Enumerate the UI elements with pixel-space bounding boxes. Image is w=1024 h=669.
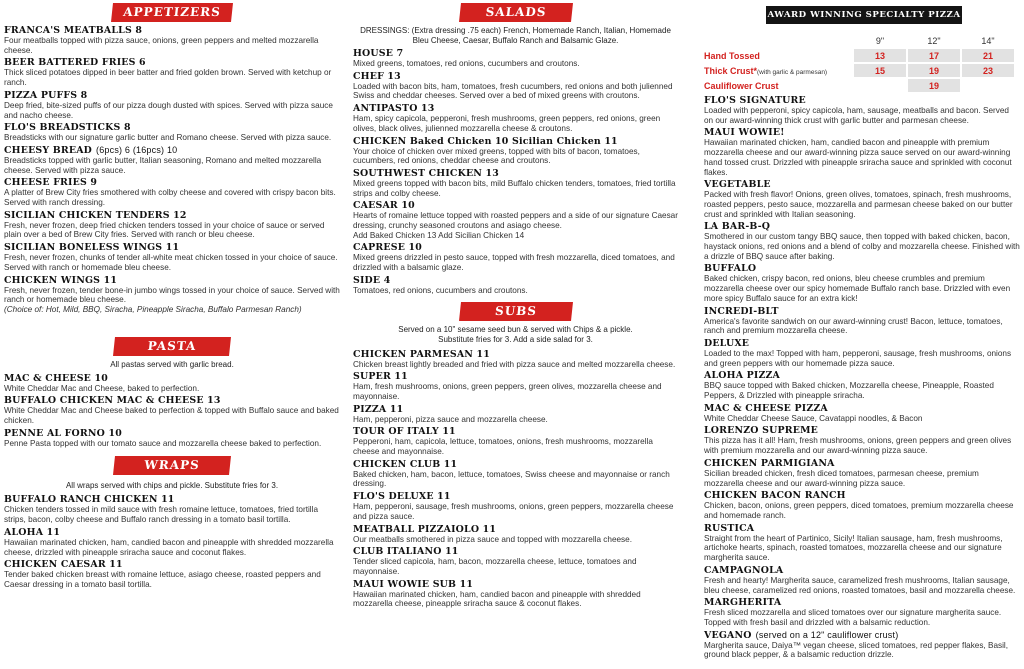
salad-item <box>353 48 678 69</box>
price-cell: 21 <box>962 49 1014 62</box>
menu-item-name <box>704 565 1020 576</box>
menu-item-description: Margherita sauce, Daiya™ vegan cheese, sliced tomatoes, red pepper flakes, Basil, ground black pepper, & a balsamic reduction drizzle. <box>704 640 1009 660</box>
price-cell: 19 <box>908 64 960 77</box>
menu-item-description: Hearts of romaine lettuce topped with roasted peppers and a side of our signature Caesar dressing, crunchy seasoned croutons and asiago cheese. <box>353 211 678 231</box>
menu-item-name <box>4 559 340 570</box>
menu-item-title: MARGHERITA <box>704 597 782 609</box>
menu-item-title: MAUI WOWIE! <box>704 127 785 139</box>
menu-item-name <box>353 546 678 557</box>
menu-item-title: FLO'S DELUXE 11 <box>353 491 451 503</box>
menu-item-title: DELUXE <box>704 337 750 349</box>
menu-item-title: CHICKEN BACON RANCH <box>704 490 846 502</box>
menu-item-title: CAMPAGNOLA <box>704 564 784 576</box>
appetizer-item <box>4 90 340 120</box>
pasta-item <box>4 395 340 425</box>
pizza-price-table <box>702 32 1016 94</box>
menu-item-description: Sicilian breaded chicken, fresh diced tomatoes, parmesan cheese, premium mozzarella cheese and our award-winning pizza sauce. <box>704 468 979 488</box>
menu-item-name <box>4 494 340 505</box>
sub-item <box>353 404 678 425</box>
menu-item-title: PIZZA 11 <box>353 403 404 415</box>
menu-item-description: White Cheddar Mac and Cheese, baked to perfection. <box>4 383 200 393</box>
pizza-item <box>704 263 1020 303</box>
wrap-item <box>4 559 340 589</box>
menu-item-title: VEGANO <box>704 629 752 641</box>
menu-item-title: MAUI WOWIE SUB 11 <box>353 578 474 590</box>
menu-item-title: RUSTICA <box>704 522 755 534</box>
menu-item-name <box>704 370 1020 381</box>
menu-item-name <box>4 122 340 133</box>
menu-item-title: CHICKEN CAESAR 11 <box>4 559 123 571</box>
crust-label: Hand Tossed <box>704 50 760 61</box>
menu-item-description: Penne Pasta topped with our tomato sauce and mozzarella cheese baked to perfection. <box>4 438 322 448</box>
salad-item <box>353 242 678 272</box>
menu-item-description: Loaded to the max! Topped with ham, pepperoni, sausage, fresh mushrooms, onions and green peppers with our homemade pizza sauce. <box>704 348 1012 368</box>
salad-item <box>353 136 678 166</box>
sub-item <box>353 371 678 401</box>
subs-note: Served on a 10" sesame seed bun & served with Chips & a pickle. Substitute fries for 3. Add a side salad for 3. <box>398 324 633 344</box>
pasta-item <box>4 373 340 394</box>
salads-note: DRESSINGS: (Extra dressing .75 each) French, Homemade Ranch, Italian, Homemade Bleu Cheese, Caesar, Buffalo Ranch and Balsamic Glaze. <box>360 26 671 45</box>
menu-item-description: White Cheddar Cheese Sauce, Cavatappi noodles, & Bacon <box>704 413 923 423</box>
menu-item-description: Chicken, bacon, onions, green peppers, diced tomatoes, premium mozzarella cheese and homemade ranch. <box>704 501 1014 520</box>
crust-label: Cauliflower Crust <box>704 80 779 91</box>
menu-item-description: Fresh, never frozen, tender bone-in jumbo wings tossed in your choice of sauce. Served with ranch or homemade bleu cheese. <box>4 285 340 305</box>
menu-item-extra: (6pcs) 6 (16pcs) 10 <box>96 144 178 155</box>
menu-item-title: SUPER 11 <box>353 371 408 383</box>
menu-item-name <box>704 127 1020 138</box>
menu-item-name <box>353 136 678 147</box>
menu-item-name <box>704 179 1020 190</box>
appetizer-item <box>4 25 340 55</box>
menu-item-description: White Cheddar Mac and Cheese baked to perfection & topped with Buffalo sauce and baked chicken. <box>4 406 339 426</box>
menu-item-description: Mixed greens topped with bacon bits, mild Buffalo chicken tenders, tomatoes, fried tortilla strips and colby cheese. <box>353 178 676 198</box>
menu-item-description: Fresh sliced mozzarella and sliced tomatoes over our signature margherita sauce. Topped with fresh basil and drizzled with a balsamic reduction. <box>704 608 1002 627</box>
price-cell <box>962 79 1014 92</box>
menu-item-name <box>704 630 1020 641</box>
pizza-item <box>704 403 1020 424</box>
menu-item-description: Pepperoni, ham, capicola, lettuce, tomatoes, onions, fresh mushrooms, mozzarella cheese and mayonnaise. <box>353 437 653 457</box>
menu-item-description: Breadsticks topped with garlic butter, Italian seasoning, Romano and melted mozzarella cheese. Served with pizza sauce. <box>4 155 322 175</box>
menu-item-description: America's favorite sandwich on our award-winning crust! Bacon, lettuce, tomatoes, ranch and premium mozzarella cheese. <box>704 316 1003 336</box>
menu-item-name <box>704 490 1020 501</box>
subs-list <box>353 349 678 610</box>
menu-item-name <box>353 242 678 253</box>
menu-item-name <box>4 395 340 406</box>
sub-item <box>353 426 678 456</box>
menu-item-title: BUFFALO CHICKEN MAC & CHEESE 13 <box>4 395 221 407</box>
appetizer-item <box>4 145 340 175</box>
menu-item-title: BUFFALO RANCH CHICKEN 11 <box>4 494 175 506</box>
menu-item-name <box>4 373 340 384</box>
menu-item-name <box>704 458 1020 469</box>
salad-item <box>353 200 678 240</box>
menu-item-title: BEER BATTERED FRIES 6 <box>4 57 146 69</box>
appetizer-item <box>4 57 340 87</box>
menu-item-description: Our meatballs smothered in pizza sauce and topped with mozzarella cheese. <box>353 534 632 544</box>
menu-item-description: Chicken breast lightly breaded and fried with pizza sauce and melted mozzarella cheese. <box>353 359 676 369</box>
menu-item-description: Deep fried, bite-sized puffs of our pizza dough dusted with spices. Served with pizza sauce and nacho cheese. <box>4 100 333 120</box>
sub-item <box>353 546 678 576</box>
menu-item-title: PENNE AL FORNO 10 <box>4 427 122 439</box>
menu-item-title: SOUTHWEST CHICKEN 13 <box>353 167 499 179</box>
menu-item-name <box>4 275 340 286</box>
salads-list <box>353 48 678 296</box>
pizza-item <box>704 425 1020 455</box>
price-cell: 15 <box>854 64 906 77</box>
menu-item-name <box>353 371 678 382</box>
crust-sub-label: (with garlic & parmesan) <box>757 68 828 76</box>
menu-item-description: Tomatoes, red onions, cucumbers and croutons. <box>353 285 528 295</box>
menu-item-name <box>4 145 340 156</box>
appetizers-header: APPETIZERS <box>111 3 233 22</box>
menu-item-description: Straight from the heart of Partinico, Sicily! Italian sausage, ham, fresh mushrooms, artichoke hearts, spinach, roasted tomatoes, mozzarella cheese and our signature margherita sauce. <box>704 533 1003 563</box>
menu-item-name <box>353 48 678 59</box>
menu-item-name <box>4 242 340 253</box>
menu-item-description: Four meatballs topped with pizza sauce, onions, green peppers and melted mozzarella cheese. <box>4 36 319 55</box>
menu-item-description: Hawaiian marinated chicken, ham, candied bacon and pineapple with shredded mozzarella cheese, drizzled with pineapple sriracha sauce and coconut flakes. <box>4 537 334 557</box>
menu-item-description: Your choice of chicken over mixed greens, topped with bits of bacon, tomatoes, cucumbers, red onions, cheddar cheese and croutons. <box>353 146 640 166</box>
menu-item-name <box>353 491 678 502</box>
sub-item <box>353 524 678 545</box>
menu-item-description: Baked chicken, crispy bacon, red onions, bleu cheese crumbles and premium mozzarella cheese over our spicy homemade Buffalo ranch base. Drizzled with even more spicy Buffalo sauce for an extra kick! <box>704 274 1011 303</box>
appetizers-list <box>4 25 340 315</box>
menu-item-name <box>704 403 1020 414</box>
menu-item-extra: (served on a 12" cauliflower crust) <box>755 629 899 640</box>
menu-item-name <box>4 210 340 221</box>
menu-item-title: MEATBALL PIZZAIOLO 11 <box>353 523 497 535</box>
menu-item-title: CHEESY BREAD <box>4 144 93 156</box>
menu-item-description: Thick sliced potatoes dipped in beer batter and fried golden brown. Served with ketchup or ranch. <box>4 68 332 88</box>
menu-item-title: MAC & CHEESE PIZZA <box>704 402 828 414</box>
pasta-note: All pastas served with garlic bread. <box>110 359 234 369</box>
menu-item-title: LORENZO SUPREME <box>704 425 818 437</box>
menu-item-name <box>4 57 340 68</box>
salad-item <box>353 275 678 296</box>
price-cell: 17 <box>908 49 960 62</box>
menu-item-name <box>353 426 678 437</box>
price-cell: 13 <box>854 49 906 62</box>
menu-item-description: Loaded with pepperoni, spicy capicola, ham, sausage, meatballs and bacon. Served on our award-winning thick crust with garlic butter and parmesan cheese. <box>704 106 1009 125</box>
menu-item-title: INCREDI-BLT <box>704 305 779 317</box>
menu-item-title: CAPRESE 10 <box>353 242 422 254</box>
pizza-item <box>704 179 1020 219</box>
menu-item-title: CAESAR 10 <box>353 200 415 212</box>
menu-item-description: Fresh, never frozen, chunks of tender all-white meat chicken tossed in your choice of sauce. Served with ranch or homemade bleu cheese. <box>4 253 338 272</box>
menu-item-name <box>704 425 1020 436</box>
menu-item-name <box>353 103 678 114</box>
menu-item-description: BBQ sauce topped with Baked chicken, Mozzarella cheese, Pineapple, Roasted Peppers, & Drizzled with pineapple sriracha. <box>704 381 994 401</box>
menu-item-title: MAC & CHEESE 10 <box>4 372 108 384</box>
menu-item-name <box>4 90 340 101</box>
salad-item <box>353 103 678 133</box>
menu-item-description: Ham, pepperoni, sausage, fresh mushrooms, onions, green peppers, mozzarella cheese and pizza sauce. <box>353 502 674 521</box>
menu-item-description: A platter of Brew City fries smothered with colby cheese and covered with crispy bacon bits. Served with ranch dressing. <box>4 188 336 208</box>
appetizer-item <box>4 122 340 143</box>
menu-item-title: CLUB ITALIANO 11 <box>353 546 459 558</box>
pizza-item <box>704 338 1020 368</box>
size-14: 14" <box>981 35 995 46</box>
menu-item-title: CHICKEN PARMIGIANA <box>704 457 835 469</box>
menu-item-title: ALOHA 11 <box>4 526 61 538</box>
pizza-item <box>704 458 1020 488</box>
menu-item-description: Ham, spicy capicola, pepperoni, fresh mushrooms, green peppers, red onions, green olives, black olives, julienned mozzarella cheese & croutons. <box>353 114 661 133</box>
wraps-note: All wraps served with chips and pickle. Substitute fries for 3. <box>65 481 279 491</box>
pizza-item <box>704 523 1020 563</box>
price-cell: 19 <box>908 79 960 92</box>
menu-item-name <box>4 177 340 188</box>
menu-item-description: Tender sliced capicola, ham, bacon, mozzarella cheese, lettuce, tomatoes and mayonnaise. <box>353 557 637 576</box>
crust-row-thick <box>704 64 1014 77</box>
menu-item-title: BUFFALO <box>704 263 757 275</box>
menu-item-name <box>704 523 1020 534</box>
salad-item <box>353 71 678 101</box>
pizza-item <box>704 95 1020 125</box>
menu-item-name <box>704 221 1020 232</box>
size-header-row <box>704 34 1014 47</box>
menu-item-description: Fresh and hearty! Margherita sauce, caramelized fresh mushrooms, Italian sausage, bleu cheese, caramelized red onions, roasted tomatoes, basil and mozzarella cheese. <box>704 575 1016 595</box>
menu-item-title: CHICKEN WINGS 11 <box>4 274 118 286</box>
menu-item-description: Baked chicken, ham, bacon, lettuce, tomatoes, Swiss cheese and mayonnaise or ranch dressing. <box>353 469 670 489</box>
menu-item-name <box>704 338 1020 349</box>
right-column <box>704 0 1020 662</box>
menu-item-name <box>704 263 1020 274</box>
menu-item-title: FLO'S SIGNATURE <box>704 95 806 106</box>
menu-item-description: Ham, fresh mushrooms, onions, green peppers, green olives, mozzarella cheese and mayonnaise. <box>353 382 662 401</box>
salads-header: SALADS <box>459 3 573 22</box>
menu-item-name <box>4 428 340 439</box>
pizza-item <box>704 370 1020 400</box>
pizza-list <box>704 95 1020 660</box>
wraps-header: WRAPS <box>113 456 231 475</box>
appetizer-item <box>4 177 340 207</box>
menu-item-description: Loaded with bacon bits, ham, tomatoes, fresh cucumbers, red onions and both julienned Swiss and cheddar cheeses. Served over a bed of mixed greens with croutons. <box>353 81 673 101</box>
menu-item-name <box>704 306 1020 317</box>
menu-item-title: SICILIAN CHICKEN TENDERS 12 <box>4 209 187 221</box>
menu-item-name <box>704 597 1020 608</box>
crust-label: Thick Crust* <box>704 65 758 76</box>
menu-item-name <box>353 168 678 179</box>
menu-item-title: FLO'S BREADSTICKS 8 <box>4 122 131 134</box>
menu-item-name <box>353 275 678 286</box>
pizza-header: AWARD WINNING SPECIALTY PIZZA <box>766 6 962 24</box>
pizza-item <box>704 127 1020 177</box>
pizza-item <box>704 306 1020 336</box>
menu-item-title: SIDE 4 <box>353 274 391 286</box>
menu-item-description: Hawaiian marinated chicken, ham, candied bacon and pineapple with shredded mozzarella cheese, pineapple sriracha sauce & coconut flakes. <box>353 589 641 609</box>
menu-item-name <box>353 200 678 211</box>
menu-item-title: PIZZA PUFFS 8 <box>4 89 88 101</box>
menu-item-title: HOUSE 7 <box>353 48 404 59</box>
menu-item-description: Tender baked chicken breast with romaine lettuce, asiago cheese, roasted peppers and Caesar dressing in a tomato basil tortilla. <box>4 570 321 589</box>
menu-item-description: Fresh, never frozen, deep fried chicken tenders tossed in your choice of sauce or served plain over a bed of Brew City fries. Served with ranch or bleu cheese. <box>4 220 325 240</box>
sub-item <box>353 579 678 609</box>
menu-item-name <box>353 404 678 415</box>
price-cell <box>854 79 906 92</box>
menu-item-title: ANTIPASTO 13 <box>353 103 435 115</box>
wraps-list <box>4 494 340 589</box>
crust-row-hand-tossed <box>704 49 1014 62</box>
middle-column <box>353 0 678 611</box>
menu-item-name <box>4 527 340 538</box>
appetizer-item <box>4 242 340 272</box>
menu-item-description: Hawaiian marinated chicken, ham, candied bacon and pineapple with premium mozzarella cheese and our award-winning pizza sauce served on our award-winning hand tossed crust. Drizzled with pineapple sriracha sauce and sprinkled with coconut flakes. <box>704 138 1012 177</box>
pizza-item <box>704 221 1020 261</box>
menu-item-title: CHEF 13 <box>353 70 401 82</box>
menu-item-title: FRANCA'S MEATBALLS 8 <box>4 25 143 36</box>
menu-item-description: Add Baked Chicken 13 Add Sicilian Chicken 14 <box>353 230 525 240</box>
size-12: 12" <box>927 35 941 46</box>
menu-item-description: This pizza has it all! Ham, fresh mushrooms, onions, green peppers and green olives with premium mozzarella and our award-winning pizza sauce. <box>704 436 1012 456</box>
menu-item-description: Mixed greens, tomatoes, red onions, cucumbers and croutons. <box>353 59 580 68</box>
pizza-item <box>704 490 1020 520</box>
pasta-header: PASTA <box>113 337 231 356</box>
menu-item-title: SICILIAN BONELESS WINGS 11 <box>4 242 180 254</box>
subs-header: SUBS <box>459 302 573 321</box>
sub-item <box>353 349 678 370</box>
pasta-item <box>4 428 340 449</box>
menu-item-description: Smothered in our custom tangy BBQ sauce, then topped with baked chicken, bacon, haystack onions, red onions and a blend of colby and mozzarella cheese. Finished with a drizzle of BBQ sauce after baking. <box>704 232 1020 261</box>
menu-item-title: LA BAR-B-Q <box>704 221 771 233</box>
crust-row-cauliflower <box>704 79 1014 92</box>
pizza-item <box>704 597 1020 627</box>
menu-item-title: CHICKEN Baked Chicken 10 Sicilian Chicken 11 <box>353 135 618 147</box>
menu-item-name <box>4 25 340 36</box>
menu-item-title: CHICKEN CLUB 11 <box>353 458 458 470</box>
menu-item-description: Chicken tenders tossed in mild sauce with fresh romaine lettuce, tomatoes, fried tortilla strips, bacon, colby cheese and Buffalo ranch dressing in a tomato basil tortilla. <box>4 505 318 525</box>
menu-item-name <box>353 524 678 535</box>
menu-item-description: Mixed greens drizzled in pesto sauce, topped with fresh mozzarella, diced tomatoes, and drizzled with a balsamic glaze. <box>353 253 675 273</box>
menu-item-title: TOUR OF ITALY 11 <box>353 426 456 438</box>
wrap-item <box>4 494 340 524</box>
pizza-item <box>704 565 1020 595</box>
menu-item-title: CHEESE FRIES 9 <box>4 177 98 189</box>
menu-item-note: (Choice of: Hot, Mild, BBQ, Siracha, Pineapple Siracha, Buffalo Parmesan Ranch) <box>4 304 302 314</box>
menu-item-name <box>353 349 678 360</box>
menu-item-description: Breadsticks with our signature garlic butter and Romano cheese. Served with pizza sauce. <box>4 133 332 143</box>
price-cell: 23 <box>962 64 1014 77</box>
menu-item-name <box>353 71 678 82</box>
menu-item-title: VEGETABLE <box>704 179 771 191</box>
appetizer-item <box>4 275 340 315</box>
menu-item-description: Packed with fresh flavor! Onions, green olives, tomatoes, spinach, fresh mushrooms, roasted peppers, pesto sauce, mozzarella and parmesan cheese baked on our butter crust and sprinkled with Italian seasoning. <box>704 190 1013 219</box>
menu-item-description: Ham, pepperoni, pizza sauce and mozzarella cheese. <box>353 414 548 424</box>
size-9: 9" <box>875 35 885 46</box>
menu-item-name <box>704 95 1020 106</box>
sub-item <box>353 491 678 521</box>
appetizer-item <box>4 210 340 240</box>
salad-item <box>353 168 678 198</box>
menu-item-title: CHICKEN PARMESAN 11 <box>353 348 490 360</box>
pizza-item <box>704 630 1020 660</box>
menu-item-title: ALOHA PIZZA <box>704 370 781 382</box>
wrap-item <box>4 527 340 557</box>
menu-item-name <box>353 459 678 470</box>
left-column <box>4 0 340 592</box>
pasta-list <box>4 373 340 449</box>
sub-item <box>353 459 678 489</box>
menu-item-name <box>353 579 678 590</box>
